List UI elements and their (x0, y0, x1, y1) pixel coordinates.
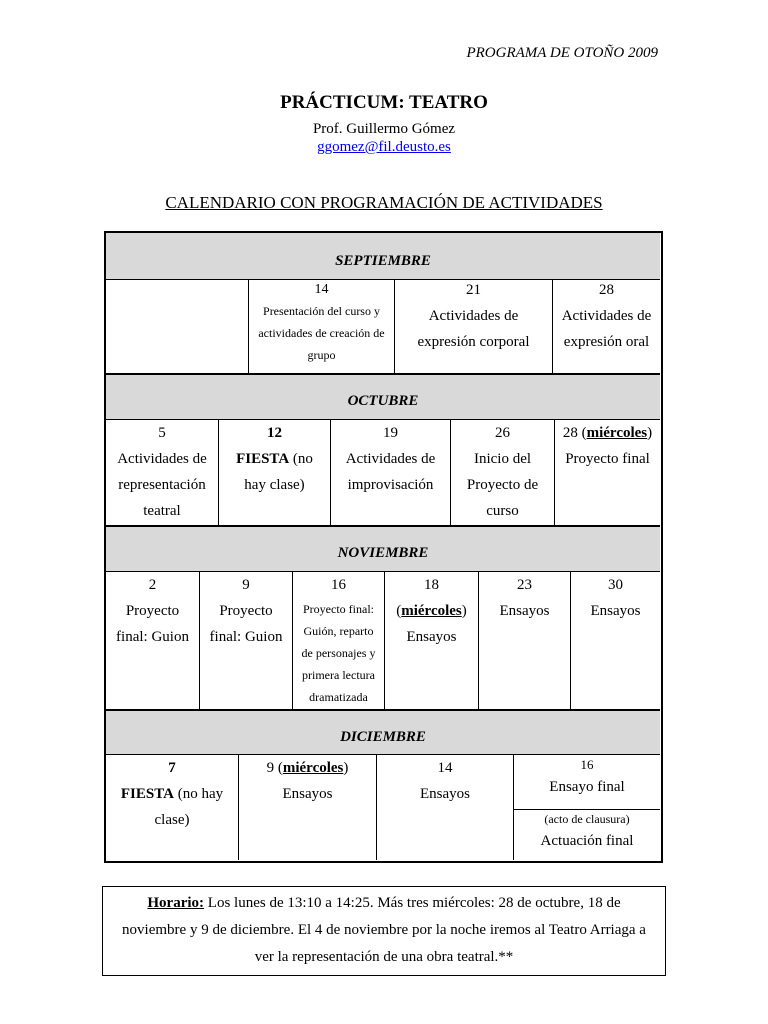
page-title: PRÁCTICUM: TEATRO (280, 92, 488, 113)
day-number: 2 (148, 577, 157, 593)
day-number-value: 28 (562, 425, 578, 441)
cell-text: curso (486, 503, 519, 519)
email-line (0, 139, 768, 156)
oct-cell-12 (218, 420, 330, 526)
weekday-label: miércoles (282, 760, 344, 776)
schedule-box (102, 886, 666, 976)
day-number: 16 (580, 757, 594, 772)
sep-empty-cell (106, 280, 248, 374)
oct-cell-5 (106, 420, 218, 526)
day-number-value: 9 (266, 760, 275, 776)
cell-text: Actividades de (561, 308, 652, 324)
paren-close: ) (461, 603, 467, 619)
calendar-table (104, 231, 663, 863)
cell-text: actividades de creación de (258, 326, 385, 340)
day-number (239, 755, 376, 781)
cell-text: Actividades de (428, 308, 519, 324)
weekday-label: miércoles (586, 425, 648, 441)
cell-text: dramatizada (309, 690, 368, 704)
cell-text: improvisación (347, 477, 434, 493)
cell-text: expresión corporal (417, 334, 530, 350)
cell-text: Proyecto (219, 603, 273, 619)
cell-text: final: Guion (116, 629, 189, 645)
day-number: 7 (168, 760, 176, 776)
day-number: 16 (331, 577, 346, 593)
dec-cell-9 (238, 755, 376, 860)
day-number (555, 420, 660, 446)
email-link[interactable]: ggomez@fil.deusto.es (317, 139, 451, 155)
cell-text: Proyecto final: (303, 602, 374, 616)
day-number: 12 (267, 425, 282, 441)
weekday-label: miércoles (401, 603, 462, 619)
cell-text (385, 598, 478, 624)
schedule-label: Horario: (147, 895, 205, 911)
day-number: 26 (495, 425, 510, 441)
cell-text: hay clase) (244, 477, 305, 493)
cell-text: clase) (154, 812, 190, 828)
oct-cell-26 (450, 420, 554, 526)
sep-cell-28 (552, 280, 660, 374)
sep-cell-21 (394, 280, 552, 374)
program-header: PROGRAMA DE OTOÑO 2009 (466, 45, 658, 61)
cell-text: Ensayos (499, 603, 550, 619)
paren-open: ( (274, 760, 283, 776)
cell-text: Proyecto (125, 603, 180, 619)
cell-text: Actividades de (345, 451, 436, 467)
cell-text: teatral (143, 503, 181, 519)
cell-note: (acto de clausura) (514, 809, 660, 828)
dec-cell-14 (376, 755, 513, 860)
cell-text: Ensayos (420, 786, 470, 802)
cell-text: Ensayos (406, 629, 457, 645)
cell-text: Inicio del (473, 451, 532, 467)
cell-text: final: Guion (209, 629, 283, 645)
fiesta-label: FIESTA (236, 451, 290, 467)
cell-text: de personajes y (301, 646, 376, 660)
nov-cell-16 (292, 572, 384, 710)
nov-cell-9 (199, 572, 292, 710)
day-number: 5 (158, 425, 166, 441)
cell-text: Presentación del curso y (263, 304, 380, 318)
nov-cell-18 (384, 572, 478, 710)
day-number: 19 (383, 425, 398, 441)
cell-text: Proyecto de (466, 477, 539, 493)
cell-text: representación (118, 477, 206, 493)
paren-close: ) (647, 425, 653, 441)
cell-text (106, 781, 238, 807)
cell-text: Ensayos (590, 603, 641, 619)
nov-cell-30 (570, 572, 660, 710)
day-number: 9 (242, 577, 250, 593)
day-number: 23 (517, 577, 532, 593)
sep-cell-14 (248, 280, 394, 374)
schedule-text: Los lunes de 13:10 a 14:25. Más tres miércoles: 28 de octubre, 18 de (204, 895, 621, 911)
oct-cell-28 (554, 420, 660, 526)
day-number: 21 (466, 282, 481, 298)
cell-text: expresión oral (563, 334, 650, 350)
cell-text-rest: (no hay (173, 786, 224, 802)
cell-text: Proyecto final (565, 451, 650, 467)
day-number: 14 (314, 282, 329, 297)
day-number: 14 (437, 760, 453, 776)
cell-text: Actuación final (540, 833, 634, 849)
cell-text: Actividades de (117, 451, 207, 467)
paren-open: ( (396, 603, 402, 619)
cell-text: Ensayo final (549, 779, 625, 795)
paren-open: ( (577, 425, 587, 441)
schedule-line: noviembre y 9 de diciembre. El 4 de noviembre por la noche iremos al Teatro Arriaga a (122, 922, 646, 938)
month-header-november: NOVIEMBRE (106, 527, 660, 572)
cell-text-rest: (no (289, 451, 313, 467)
dec-cell-7 (106, 755, 238, 860)
nov-cell-23 (478, 572, 570, 710)
schedule-line: ver la representación de una obra teatral.** (254, 949, 514, 965)
schedule-line (103, 890, 665, 917)
cell-text: primera lectura (302, 668, 375, 682)
cell-text: grupo (307, 348, 336, 362)
cell-text: Guión, reparto (303, 624, 374, 638)
dec-cell-16 (513, 755, 660, 860)
cell-text: Ensayos (282, 786, 333, 802)
day-number: 28 (599, 282, 614, 298)
month-header-september: SEPTIEMBRE (106, 233, 660, 280)
day-number: 18 (424, 577, 439, 593)
month-header-december: DICIEMBRE (106, 711, 660, 755)
nov-cell-2 (106, 572, 199, 710)
professor-name: Prof. Guillermo Gómez (312, 121, 456, 137)
cell-text (219, 446, 330, 472)
calendar-title: CALENDARIO CON PROGRAMACIÓN DE ACTIVIDADES (165, 193, 603, 212)
oct-cell-19 (330, 420, 450, 526)
month-header-october: OCTUBRE (106, 375, 660, 420)
fiesta-label: FIESTA (120, 786, 174, 802)
paren-close: ) (343, 760, 349, 776)
day-number: 30 (608, 577, 623, 593)
